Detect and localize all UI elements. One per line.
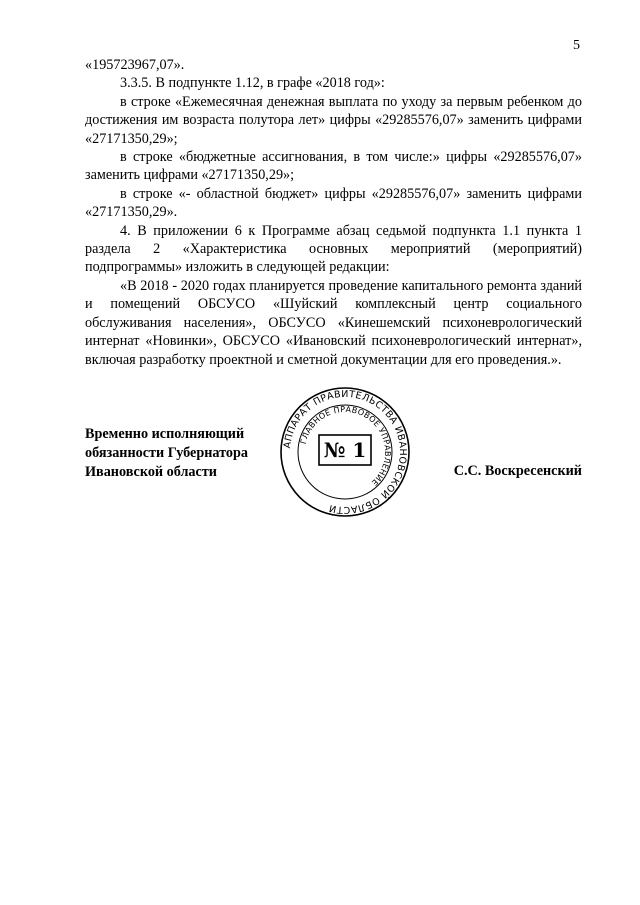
page-number: 5 (573, 38, 580, 53)
stamp-outer-text: АППАРАТ ПРАВИТЕЛЬСТВА ИВАНОВСКОЙ ОБЛАСТИ (282, 388, 409, 516)
signature-position (85, 425, 248, 482)
signature-position-line: обязанности Губернатора (85, 445, 248, 461)
signature-position-line: Ивановской области (85, 464, 217, 480)
paragraph: 4. В приложении 6 к Программе абзац седьмой подпункта 1.1 пункта 1 раздела 2 «Характеристика основных мероприятий (мероприятий) подпрограммы» изложить в следующей редакции: (85, 222, 582, 276)
paragraph: в строке «бюджетные ассигнования, в том числе:» цифры «29285576,07» заменить цифрами «27171350,29»; (85, 149, 582, 184)
document-body (85, 56, 582, 369)
stamp-inner-text: ГЛАВНОЕ ПРАВОВОЕ УПРАВЛЕНИЕ (298, 404, 393, 488)
paragraph: 3.3.5. В подпункте 1.12, в графе «2018 год»: (120, 75, 385, 92)
paragraph: в строке «Ежемесячная денежная выплата по уходу за первым ребенком до достижения им возраста полутора лет» цифры «29285576,07» заменить цифрами «27171350,29»; (85, 93, 582, 147)
signatory-name: С.С. Воскресенский (453, 463, 582, 479)
paragraph: в строке «- областной бюджет» цифры «29285576,07» заменить цифрами «27171350,29». (85, 185, 582, 221)
paragraph: «В 2018 - 2020 годах планируется проведение капитального ремонта зданий и помещений ОБСУСО «Шуйский комплексный центр социального обслуживания населения», ОБСУСО «Кинешемский психоневрологический интернат «Новинки», ОБСУСО «Ивановский психоневрологический интернат», включая разработку проектной и сметной документации для его проведения.». (85, 277, 582, 368)
signature-position-line: Временно исполняющий (85, 426, 245, 442)
stamp-number: № 1 (323, 438, 367, 462)
official-stamp (279, 386, 411, 518)
paragraph: «195723967,07». (85, 57, 185, 73)
